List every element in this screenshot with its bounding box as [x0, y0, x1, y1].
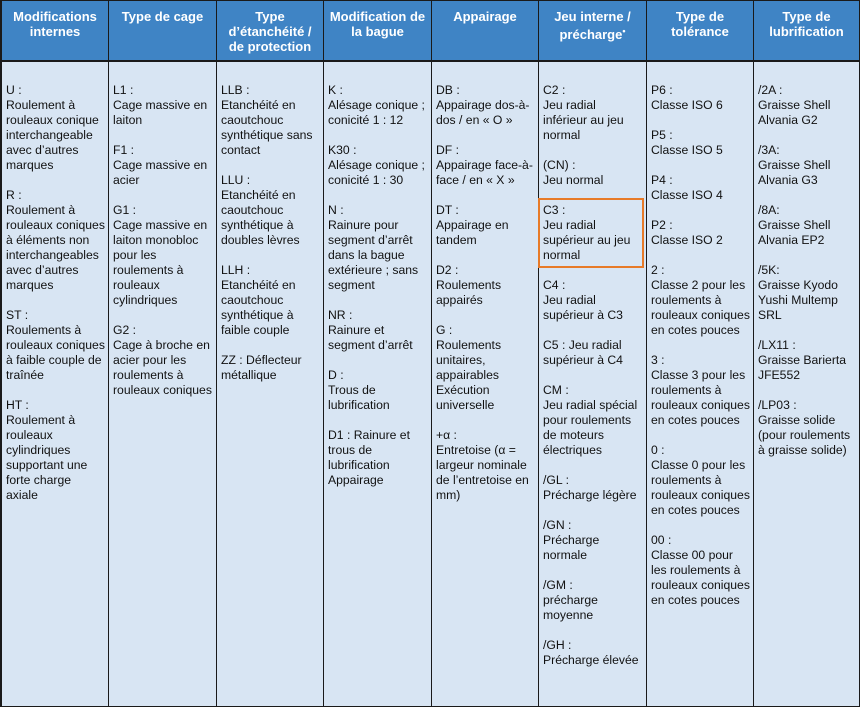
- entry-description: Jeu radial inférieur au jeu normal: [543, 98, 624, 142]
- entry-code: C5 : Jeu radial supérieur à C4: [543, 338, 623, 367]
- entry-description: Classe ISO 6: [651, 98, 723, 112]
- entry-code: +α :: [436, 428, 457, 442]
- column-header-ring-modification: [324, 1, 432, 61]
- entry-code: P6 :: [651, 83, 673, 97]
- list-item: [543, 158, 643, 188]
- list-item: [328, 143, 428, 188]
- list-item: [758, 263, 856, 323]
- column-header-label: Type de tolérance: [671, 9, 729, 39]
- list-item: [436, 83, 535, 128]
- list-item: [6, 188, 105, 293]
- entry-description: Graisse Barierta JFE552: [758, 353, 847, 382]
- entry-description: Classe 0 pour les roulements à rouleaux coniques en cotes pouces: [651, 458, 750, 517]
- list-item: [651, 533, 750, 608]
- entry-description: Rainure et segment d’arrêt: [328, 323, 413, 352]
- entry-code: /GH :: [543, 638, 572, 652]
- list-item: [651, 443, 750, 518]
- list-item: [758, 83, 856, 128]
- entry-description: Etanchéité en caoutchouc synthétique à doubles lèvres: [221, 188, 300, 247]
- list-item: [436, 323, 535, 413]
- list-item: [113, 323, 213, 398]
- column-header-cage-type: [109, 1, 217, 61]
- entry-code: LLU :: [221, 173, 251, 187]
- list-item: [543, 638, 643, 668]
- list-item: [6, 398, 105, 503]
- list-item: [543, 578, 643, 623]
- entry-description: Classe 3 pour les roulements à rouleaux coniques en cotes pouces: [651, 368, 750, 427]
- entry-code: P4 :: [651, 173, 673, 187]
- column-header-sealing-type: [217, 1, 324, 61]
- entry-description: Roulements appairés: [436, 278, 502, 307]
- entry-description: Graisse Shell Alvania G2: [758, 98, 831, 127]
- designation-table: [1, 1, 860, 706]
- list-item: [651, 263, 750, 338]
- entry-description: Cage à broche en acier pour les roulements à rouleaux coniques: [113, 338, 212, 397]
- entry-description: Roulement à rouleaux cylindriques supportant une forte charge axiale: [6, 413, 88, 502]
- entry-description: Cage massive en laiton monobloc pour les roulements à rouleaux cylindriques: [113, 218, 208, 307]
- list-item: [6, 83, 105, 173]
- column-header-label: Modifications internes: [13, 9, 97, 39]
- list-item: [543, 473, 643, 503]
- column-header-label: Type de cage: [121, 9, 204, 24]
- entry-code: ZZ : Déflecteur métallique: [221, 353, 302, 382]
- list-item: [543, 83, 643, 143]
- list-item: [543, 383, 643, 458]
- list-item: [543, 518, 643, 563]
- entry-code: 3 :: [651, 353, 665, 367]
- column-cell-sealing-type: [217, 61, 324, 706]
- list-item: [758, 338, 856, 383]
- column-header-label: Type d’étanchéité / de protection: [228, 9, 312, 54]
- entry-description: Jeu radial spécial pour roulements de moteurs électriques: [543, 398, 638, 457]
- list-item: [328, 368, 428, 413]
- list-item: [543, 338, 643, 368]
- list-item: [221, 173, 320, 248]
- entry-code: C2 :: [543, 83, 566, 97]
- list-item: [758, 203, 856, 248]
- list-item: [436, 428, 535, 503]
- entry-description: Cage massive en laiton: [113, 98, 208, 127]
- list-item: [651, 128, 750, 158]
- highlighted-entry: [543, 203, 639, 263]
- entry-description: précharge moyenne: [543, 593, 598, 622]
- entry-code: (CN) :: [543, 158, 576, 172]
- entry-description: Jeu radial supérieur au jeu normal: [543, 218, 631, 262]
- list-item: [113, 203, 213, 308]
- list-item: [651, 173, 750, 203]
- entry-code: G2 :: [113, 323, 137, 337]
- column-header-pairing: [432, 1, 539, 61]
- column-header-label: Modification de la bague: [329, 9, 426, 39]
- entry-description: Alésage conique ; conicité 1 : 30: [328, 158, 425, 187]
- entry-code: F1 :: [113, 143, 134, 157]
- entry-code: /2A :: [758, 83, 783, 97]
- entry-description: Roulements unitaires, appairables Exécution universelle: [436, 338, 502, 412]
- entry-description: Graisse Kyodo Yushi Multemp SRL: [758, 278, 838, 322]
- content-row: [2, 61, 860, 706]
- entry-code: R :: [6, 188, 22, 202]
- entry-description: Trous de lubrification: [328, 383, 390, 412]
- entry-code: 00 :: [651, 533, 672, 547]
- column-cell-internal-modifications: [2, 61, 109, 706]
- entry-code: D2 :: [436, 263, 459, 277]
- entry-code: G :: [436, 323, 453, 337]
- list-item: [436, 203, 535, 248]
- entry-description: Classe ISO 2: [651, 233, 723, 247]
- entry-description: Jeu normal: [543, 173, 604, 187]
- entry-code: G1 :: [113, 203, 137, 217]
- entry-description: Roulement à rouleaux conique interchangeable avec d’autres marques: [6, 98, 99, 172]
- entry-code: /GL :: [543, 473, 569, 487]
- list-item: [328, 308, 428, 353]
- list-item: [651, 83, 750, 113]
- column-cell-pairing: [432, 61, 539, 706]
- entry-description: Appairage face-à-face / en « X »: [436, 158, 533, 187]
- entry-code: U :: [6, 83, 22, 97]
- entry-code: D :: [328, 368, 344, 382]
- entry-code: LLH :: [221, 263, 251, 277]
- entry-code: /LX11 :: [758, 338, 796, 352]
- entry-description: Précharge légère: [543, 488, 637, 502]
- column-cell-cage-type: [109, 61, 217, 706]
- entry-code: 2 :: [651, 263, 665, 277]
- entry-description: Roulement à rouleaux coniques à éléments non interchangeables avec d’autres marques: [6, 203, 105, 292]
- header-row: [2, 1, 860, 61]
- list-item: [651, 218, 750, 248]
- entry-code: C3 :: [543, 203, 566, 217]
- column-header-label: Appairage: [453, 9, 517, 24]
- entry-code: P2 :: [651, 218, 673, 232]
- entry-code: C4 :: [543, 278, 566, 292]
- list-item: [328, 428, 428, 488]
- list-item: [221, 83, 320, 158]
- list-item: [221, 263, 320, 338]
- entry-code: L1 :: [113, 83, 134, 97]
- entry-description: Appairage en tandem: [436, 218, 509, 247]
- entry-code: K30 :: [328, 143, 357, 157]
- list-item: [113, 83, 213, 128]
- entry-code: DT :: [436, 203, 459, 217]
- list-item: [758, 398, 856, 458]
- column-cell-internal-clearance: [539, 61, 647, 706]
- entry-description: Graisse Shell Alvania G3: [758, 158, 831, 187]
- entry-description: Classe 00 pour les roulements à rouleaux coniques en cotes pouces: [651, 548, 750, 607]
- entry-description: Classe ISO 4: [651, 188, 723, 202]
- column-header-label: Type de lubrification: [769, 9, 844, 39]
- entry-code: P5 :: [651, 128, 673, 142]
- list-item: [436, 143, 535, 188]
- list-item: [651, 353, 750, 428]
- entry-code: 0 :: [651, 443, 665, 457]
- entry-code: /3A:: [758, 143, 780, 157]
- list-item: [328, 203, 428, 293]
- entry-code: /GM :: [543, 578, 573, 592]
- entry-description: Appairage dos-à-dos / en « O »: [436, 98, 530, 127]
- column-cell-ring-modification: [324, 61, 432, 706]
- entry-description: Cage massive en acier: [113, 158, 208, 187]
- footnote-mark: •: [622, 26, 626, 36]
- entry-code: DB :: [436, 83, 460, 97]
- list-item: [436, 263, 535, 308]
- column-cell-tolerance-type: [647, 61, 754, 706]
- entry-description: Classe 2 pour les roulements à rouleaux coniques en cotes pouces: [651, 278, 750, 337]
- entry-code: /LP03 :: [758, 398, 797, 412]
- entry-description: Entretoise (α = largeur nominale de l’entretoise en mm): [436, 443, 529, 502]
- entry-description: Etanchéité en caoutchouc synthétique sans contact: [221, 98, 313, 157]
- entry-code: /8A:: [758, 203, 780, 217]
- entry-description: Précharge élevée: [543, 653, 639, 667]
- entry-description: Jeu radial supérieur à C3: [543, 293, 623, 322]
- entry-code: NR :: [328, 308, 353, 322]
- entry-description: Précharge normale: [543, 533, 600, 562]
- entry-code: LLB :: [221, 83, 250, 97]
- entry-description: Roulements à rouleaux coniques à faible couple de traînée: [6, 323, 105, 382]
- list-item: [221, 353, 320, 383]
- entry-code: CM :: [543, 383, 569, 397]
- column-header-lubrication-type: [754, 1, 860, 61]
- entry-description: Rainure pour segment d’arrêt dans la bague extérieure ; sans segment: [328, 218, 419, 292]
- entry-description: Graisse Shell Alvania EP2: [758, 218, 831, 247]
- column-cell-lubrication-type: [754, 61, 860, 706]
- entry-code: D1 : Rainure et trous de lubrification Appairage: [328, 428, 410, 487]
- entry-code: ST :: [6, 308, 29, 322]
- entry-code: HT :: [6, 398, 29, 412]
- entry-description: Alésage conique ; conicité 1 : 12: [328, 98, 425, 127]
- list-item: [543, 278, 643, 323]
- entry-description: Graisse solide (pour roulements à graisse solide): [758, 413, 851, 457]
- list-item: [758, 143, 856, 188]
- list-item: [6, 308, 105, 383]
- column-header-label: Jeu interne / précharge: [554, 9, 631, 42]
- entry-description: Classe ISO 5: [651, 143, 723, 157]
- entry-code: N :: [328, 203, 344, 217]
- list-item: [113, 143, 213, 188]
- entry-code: K :: [328, 83, 343, 97]
- entry-code: /5K:: [758, 263, 780, 277]
- column-header-internal-modifications: [2, 1, 109, 61]
- column-header-internal-clearance: [539, 1, 647, 61]
- column-header-tolerance-type: [647, 1, 754, 61]
- entry-code: DF :: [436, 143, 460, 157]
- entry-code: /GN :: [543, 518, 572, 532]
- list-item: [328, 83, 428, 128]
- entry-description: Etanchéité en caoutchouc synthétique à faible couple: [221, 278, 296, 337]
